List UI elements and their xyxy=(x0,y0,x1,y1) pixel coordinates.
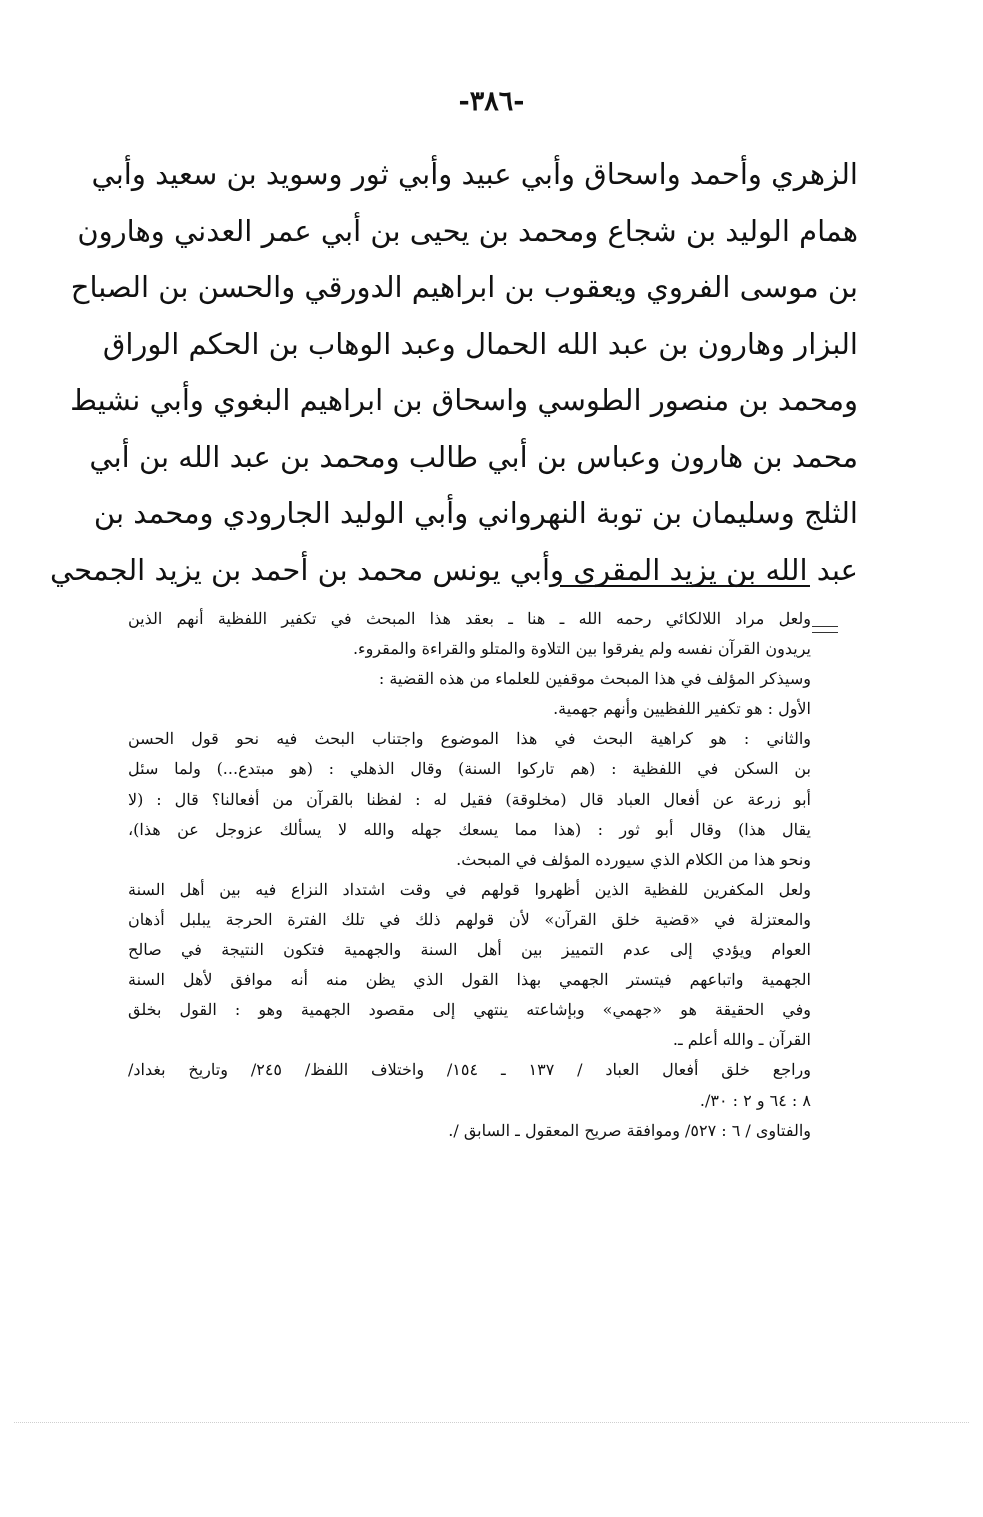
main-text-line: بن موسى الفروي ويعقوب بن ابراهيم الدورقي والحسن بن الصباح xyxy=(70,270,858,304)
main-text xyxy=(49,146,858,598)
footnote-line: وراجع خلق أفعال العباد / ١٣٧ ـ ١٥٤/ واختلاف اللفظ/ ٢٤٥/ وتاريخ بغداد/ xyxy=(128,1060,812,1080)
footnote-line: العوام ويؤدي إلى عدم التمييز بين أهل السنة والجهمية فتكون النتيجة في صالح xyxy=(128,940,811,960)
footnote-line: بن السكن في اللفظية : (هم تاركوا السنة) وقال الذهلي : (هو مبتدع...) ولما سئل xyxy=(128,759,812,779)
footnote-line: والفتاوى / ٦ : ٥٢٧/ وموافقة صريح المعقول ـ السابق /. xyxy=(448,1120,811,1140)
footnote-line: ولعل مراد اللالكائي رحمه الله ـ هنا ـ بعقد هذا المبحث في تكفير اللفظية أنهم الذين xyxy=(128,609,812,628)
footnote-line: يريدون القرآن نفسه ولم يفرقوا بين التلاوة والمتلو والقراءة والمقروء. xyxy=(352,639,811,659)
main-text-line: همام الوليد بن شجاع ومحمد بن يحيى بن أبي عمر العدني وهارون xyxy=(77,213,858,248)
main-text-line: الثلج وسليمان بن توبة النهرواني وأبي الوليد الجارودي ومحمد بن xyxy=(93,496,858,530)
main-text-line: الزهري وأحمد واسحاق وأبي عبيد وأبي ثور وسويد بن سعيد وأبي xyxy=(91,157,858,191)
footnote-line: والثاني : هو كراهية البحث في هذا الموضوع واجتناب البحث فيه نحو قول الحسن xyxy=(128,729,811,749)
footnote-line: وسيذكر المؤلف في هذا المبحث موقفين للعلماء من هذه القضية : xyxy=(378,669,811,689)
main-text-line: البزار وهارون بن عبد الله الحمال وعبد الوهاب بن الحكم الوراق xyxy=(102,326,858,361)
footnote-line: ٨ : ٦٤ و ٢ : ٣٠/. xyxy=(699,1090,811,1110)
main-text-line: محمد بن هارون وعباس بن أبي طالب ومحمد بن عبد الله بن أبي xyxy=(89,439,858,474)
footnote-line: والمعتزلة في «قضية خلق القرآن» لأن قولهم ذلك في تلك الفترة الحرجة يبلبل أذهان xyxy=(128,909,811,929)
page-number: -٣٨٦- xyxy=(458,86,525,117)
footnote-line: الأول : هو تكفير اللفظيين وأنهم جهمية. xyxy=(553,699,811,719)
footnote-line: يقال هذا) وقال أبو ثور : (هذا مما يسعك جهله والله لا يسألك عزوجل عن هذا)، xyxy=(128,819,811,839)
scan-edge-line xyxy=(14,1422,969,1423)
footnote-line: وفي الحقيقة هو «جهمي» وبإشاعته ينتهي إلى مقصود الجهمية وهو : القول بخلق xyxy=(128,1000,811,1020)
footnote-mark xyxy=(812,626,838,633)
main-text-line: ومحمد بن منصور الطوسي واسحاق بن ابراهيم البغوي وأبي نشيط xyxy=(70,383,858,417)
footnotes xyxy=(128,604,811,1146)
footnote-line: ونحو هذا من الكلام الذي سيورده المؤلف في المبحث. xyxy=(456,849,811,869)
footnote-line: ولعل المكفرين للفظية الذين أظهروا قولهم في وقت اشتداد النزاع فيه بين أهل السنة xyxy=(128,879,812,899)
footnote-line: أبو زرعة عن أفعال العباد قال (مخلوقة) فقيل له : لفظنا بالقرآن من أفعالنا؟ قال : (لا xyxy=(128,789,811,809)
footnote-separator xyxy=(560,585,810,587)
footnote-line: الجهمية واتباعهم فيتستر الجهمي بهذا القول الذي يظن منه أنه موافق لأهل السنة xyxy=(128,970,811,990)
main-text-line: عبد الله بن يزيد المقري وأبي يونس محمد بن أحمد بن يزيد الجمحي xyxy=(49,552,858,587)
footnote-line: القرآن ـ والله أعلم ـ. xyxy=(672,1030,811,1050)
